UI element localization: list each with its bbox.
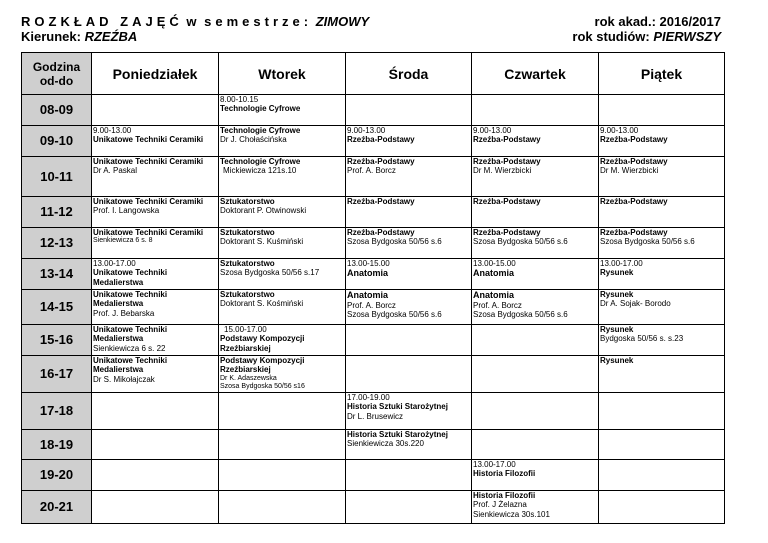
place: Mickiewicza 121s.10 bbox=[223, 166, 297, 176]
tue-cell bbox=[219, 157, 346, 197]
hour-cell: 10-11 bbox=[22, 157, 92, 197]
teacher: Dr L. Brusewicz bbox=[347, 411, 404, 421]
place: Szosa Bydgoska 50/56 s.6 bbox=[473, 310, 568, 320]
table-row bbox=[22, 228, 725, 259]
thu-cell bbox=[472, 356, 599, 393]
mon-cell bbox=[92, 95, 219, 126]
tue-cell bbox=[219, 429, 346, 459]
time-range: 9.00-13.00 bbox=[347, 126, 386, 135]
fri-cell bbox=[599, 429, 725, 459]
subject: Unikatowe Techniki Ceramiki bbox=[93, 157, 204, 166]
tue-cell bbox=[219, 259, 346, 290]
place: Sienkiewicza 6 s. 22 bbox=[93, 343, 166, 353]
subject: Rzeźba-Podstawy bbox=[347, 197, 415, 206]
subject: Rysunek bbox=[600, 268, 634, 278]
thu-cell bbox=[472, 126, 599, 157]
col-monday: Poniedziałek bbox=[92, 53, 219, 95]
kierunek-line bbox=[21, 29, 137, 44]
mon-cell bbox=[92, 325, 219, 356]
teacher: Dr A. Sojak- Borodo bbox=[600, 299, 671, 309]
tue-cell bbox=[219, 392, 346, 429]
subject: Historia Filozofii bbox=[473, 490, 536, 500]
thu-cell bbox=[472, 157, 599, 197]
teacher: Dr M. Wierzbicki bbox=[600, 166, 659, 176]
place: Sienkiewicza 30s.101 bbox=[473, 509, 550, 519]
place: Szosa Bydgoska 50/56 s.6 bbox=[347, 310, 442, 320]
mon-cell bbox=[92, 290, 219, 325]
subject: Technologie Cyfrowe bbox=[220, 157, 301, 166]
thu-cell bbox=[472, 95, 599, 126]
teacher: Doktorant P. Otwinowski bbox=[220, 206, 307, 216]
subject: Rzeźba-Podstawy bbox=[600, 197, 668, 206]
wed-cell bbox=[346, 356, 472, 393]
time-range: 9.00-13.00 bbox=[93, 126, 132, 135]
kierunek-value: RZEŹBA bbox=[84, 29, 138, 44]
mon-cell bbox=[92, 490, 219, 523]
subject: Sztukatorstwo bbox=[220, 290, 275, 299]
table-header-row bbox=[22, 53, 725, 95]
wed-cell bbox=[346, 197, 472, 228]
table-row bbox=[22, 197, 725, 228]
subject: Anatomia bbox=[473, 268, 515, 279]
study-year-value: PIERWSZY bbox=[653, 29, 721, 44]
hour-cell: 11-12 bbox=[22, 197, 92, 228]
hour-cell: 14-15 bbox=[22, 290, 92, 325]
wed-cell bbox=[346, 95, 472, 126]
fri-cell bbox=[599, 126, 725, 157]
semester-value: ZIMOWY bbox=[315, 14, 370, 29]
subject: Rysunek bbox=[600, 356, 634, 365]
hour-cell: 15-16 bbox=[22, 325, 92, 356]
teacher: Prof. A. Borcz bbox=[347, 301, 396, 310]
place: Sienkiewicza 6 s. 8 bbox=[93, 237, 153, 245]
tue-cell bbox=[219, 356, 346, 393]
wed-cell bbox=[346, 429, 472, 459]
subject: Technologie Cyfrowe bbox=[220, 104, 301, 114]
tue-cell bbox=[219, 197, 346, 228]
teacher: Dr M. Wierzbicki bbox=[473, 166, 532, 176]
wed-cell bbox=[346, 126, 472, 157]
subject: Unikatowe Techniki Ceramiki bbox=[93, 228, 204, 237]
kierunek-label: Kierunek: bbox=[21, 29, 81, 44]
subject: Unikatowe Techniki Ceramiki bbox=[93, 135, 204, 145]
subject: Unikatowe Techniki Medalierstwa bbox=[93, 356, 168, 375]
subject: Podstawy Kompozycji Rzeźbiarskiej bbox=[220, 334, 305, 353]
wed-cell bbox=[346, 392, 472, 429]
hour-cell: 13-14 bbox=[22, 259, 92, 290]
time-range: 8.00-10.15 bbox=[220, 95, 259, 104]
subject: Historia Sztuki Starożytnej bbox=[347, 402, 448, 412]
teacher: Prof. J. Bebarska bbox=[93, 308, 155, 318]
fri-cell bbox=[599, 95, 725, 126]
fri-cell bbox=[599, 392, 725, 429]
fri-cell bbox=[599, 325, 725, 356]
time-range: 15.00-17.00 bbox=[224, 325, 267, 334]
subject: Podstawy Kompozycji Rzeźbiarskiej bbox=[220, 356, 305, 375]
wed-cell bbox=[346, 290, 472, 325]
teacher: Prof. I. Langowska bbox=[93, 206, 160, 216]
subject: Rzeźba-Podstawy bbox=[347, 135, 415, 145]
subject: Anatomia bbox=[347, 268, 389, 279]
teacher: Dr J. Chołaścińska bbox=[220, 135, 287, 145]
teacher: Prof. A. Borcz bbox=[347, 166, 396, 176]
tue-cell bbox=[219, 325, 346, 356]
subject: Rzeźba-Podstawy bbox=[600, 157, 668, 166]
place: Szosa Bydgoska 50/56 s.6 bbox=[473, 237, 568, 247]
col-tuesday: Wtorek bbox=[219, 53, 346, 95]
subject: Rysunek bbox=[600, 290, 634, 299]
subject: Rzeźba-Podstawy bbox=[473, 197, 541, 206]
fri-cell bbox=[599, 290, 725, 325]
place: Sienkiewicza 30s.220 bbox=[347, 439, 424, 449]
fri-cell bbox=[599, 157, 725, 197]
subject: Unikatowe Techniki Medalierstwa bbox=[93, 268, 168, 287]
fri-cell bbox=[599, 356, 725, 393]
mon-cell bbox=[92, 429, 219, 459]
teacher: Doktorant S. Kuśmiński bbox=[220, 237, 304, 247]
wed-cell bbox=[346, 459, 472, 490]
hour-cell: 16-17 bbox=[22, 356, 92, 393]
wed-cell bbox=[346, 325, 472, 356]
thu-cell bbox=[472, 325, 599, 356]
table-row bbox=[22, 392, 725, 429]
subject: Rzeźba-Podstawy bbox=[473, 157, 541, 166]
hour-cell: 08-09 bbox=[22, 95, 92, 126]
time-range: 17.00-19.00 bbox=[347, 392, 390, 402]
table-row bbox=[22, 356, 725, 393]
col-friday: Piątek bbox=[599, 53, 725, 95]
subject: Rysunek bbox=[600, 325, 634, 334]
subject: Unikatowe Techniki Ceramiki bbox=[93, 197, 204, 206]
time-range: 13.00-17.00 bbox=[93, 259, 136, 268]
teacher: Dr S. Mikołajczak bbox=[93, 374, 155, 384]
table-row bbox=[22, 325, 725, 356]
thu-cell bbox=[472, 490, 599, 523]
thu-cell bbox=[472, 392, 599, 429]
place: Bydgoska 50/56 s. s.23 bbox=[600, 334, 684, 344]
table-row bbox=[22, 429, 725, 459]
schedule-title bbox=[21, 14, 369, 29]
wed-cell bbox=[346, 259, 472, 290]
subject: Rzeźba-Podstawy bbox=[473, 135, 541, 145]
subject: Unikatowe Techniki Medalierstwa bbox=[93, 325, 168, 344]
subject: Historia Filozofii bbox=[473, 469, 536, 479]
hour-cell: 12-13 bbox=[22, 228, 92, 259]
subject: Anatomia bbox=[347, 290, 389, 300]
table-row bbox=[22, 490, 725, 523]
fri-cell bbox=[599, 490, 725, 523]
subject: Rzeźba-Podstawy bbox=[600, 228, 668, 237]
table-row bbox=[22, 459, 725, 490]
col-wednesday: Środa bbox=[346, 53, 472, 95]
title-semester-label: semestrze: bbox=[204, 14, 313, 29]
mon-cell bbox=[92, 157, 219, 197]
teacher: Prof. J Żelazna bbox=[473, 500, 527, 510]
subject: Rzeźba-Podstawy bbox=[473, 228, 541, 237]
fri-cell bbox=[599, 197, 725, 228]
mon-cell bbox=[92, 197, 219, 228]
time-range: 9.00-13.00 bbox=[473, 126, 512, 135]
table-row bbox=[22, 290, 725, 325]
mon-cell bbox=[92, 126, 219, 157]
place: Szosa Bydgoska 50/56 s16 bbox=[220, 383, 305, 391]
teacher: Prof. A. Borcz bbox=[473, 301, 522, 310]
tue-cell bbox=[219, 228, 346, 259]
subject: Technologie Cyfrowe bbox=[220, 126, 301, 135]
study-year-line bbox=[572, 29, 721, 44]
subject: Sztukatorstwo bbox=[220, 197, 275, 206]
subject: Unikatowe Techniki Medalierstwa bbox=[93, 290, 168, 309]
col-thursday: Czwartek bbox=[472, 53, 599, 95]
tue-cell bbox=[219, 95, 346, 126]
study-year-label: rok studiów: bbox=[572, 29, 650, 44]
wed-cell bbox=[346, 157, 472, 197]
subject: Anatomia bbox=[473, 290, 515, 300]
schedule-table bbox=[21, 52, 725, 524]
time-range: 13.00-15.00 bbox=[473, 259, 516, 268]
academic-year: rok akad.: 2016/2017 bbox=[594, 14, 721, 29]
table-row bbox=[22, 126, 725, 157]
tue-cell bbox=[219, 290, 346, 325]
mon-cell bbox=[92, 356, 219, 393]
tue-cell bbox=[219, 459, 346, 490]
fri-cell bbox=[599, 259, 725, 290]
time-range: 9.00-13.00 bbox=[600, 126, 639, 135]
place: Szosa Bydgoska 50/56 s.17 bbox=[220, 268, 320, 278]
teacher: Doktorant S. Kośmiński bbox=[220, 299, 304, 309]
time-range: 13.00-17.00 bbox=[473, 459, 516, 469]
thu-cell bbox=[472, 290, 599, 325]
thu-cell bbox=[472, 197, 599, 228]
tue-cell bbox=[219, 490, 346, 523]
hour-cell: 18-19 bbox=[22, 429, 92, 459]
mon-cell bbox=[92, 228, 219, 259]
table-row bbox=[22, 157, 725, 197]
title-w: w bbox=[186, 14, 201, 29]
wed-cell bbox=[346, 490, 472, 523]
thu-cell bbox=[472, 259, 599, 290]
mon-cell bbox=[92, 459, 219, 490]
subject: Sztukatorstwo bbox=[220, 259, 275, 268]
hour-cell: 17-18 bbox=[22, 392, 92, 429]
tue-cell bbox=[219, 126, 346, 157]
wed-cell bbox=[346, 228, 472, 259]
subject: Rzeźba-Podstawy bbox=[600, 135, 668, 145]
time-range: 13.00-17.00 bbox=[600, 259, 643, 268]
col-hours: Godzina od-do bbox=[22, 53, 92, 95]
place: Szosa Bydgoska 50/56 s.6 bbox=[347, 237, 442, 247]
thu-cell bbox=[472, 459, 599, 490]
subject: Sztukatorstwo bbox=[220, 228, 275, 237]
mon-cell bbox=[92, 259, 219, 290]
place: Szosa Bydgoska 50/56 s.6 bbox=[600, 237, 695, 247]
teacher: Dr K. Adaszewska bbox=[220, 374, 277, 382]
time-range: 13.00-15.00 bbox=[347, 259, 390, 268]
teacher: Dr A. Paskal bbox=[93, 166, 138, 176]
fri-cell bbox=[599, 459, 725, 490]
subject: Rzeźba-Podstawy bbox=[347, 157, 415, 166]
hour-cell: 19-20 bbox=[22, 459, 92, 490]
hour-cell: 20-21 bbox=[22, 490, 92, 523]
subject: Rzeźba-Podstawy bbox=[347, 228, 415, 237]
hour-cell: 09-10 bbox=[22, 126, 92, 157]
title-text: ROZKŁAD ZAJĘĆ bbox=[21, 14, 183, 29]
mon-cell bbox=[92, 392, 219, 429]
thu-cell bbox=[472, 429, 599, 459]
table-row bbox=[22, 259, 725, 290]
table-row bbox=[22, 95, 725, 126]
thu-cell bbox=[472, 228, 599, 259]
subject: Historia Sztuki Starożytnej bbox=[347, 429, 448, 439]
fri-cell bbox=[599, 228, 725, 259]
